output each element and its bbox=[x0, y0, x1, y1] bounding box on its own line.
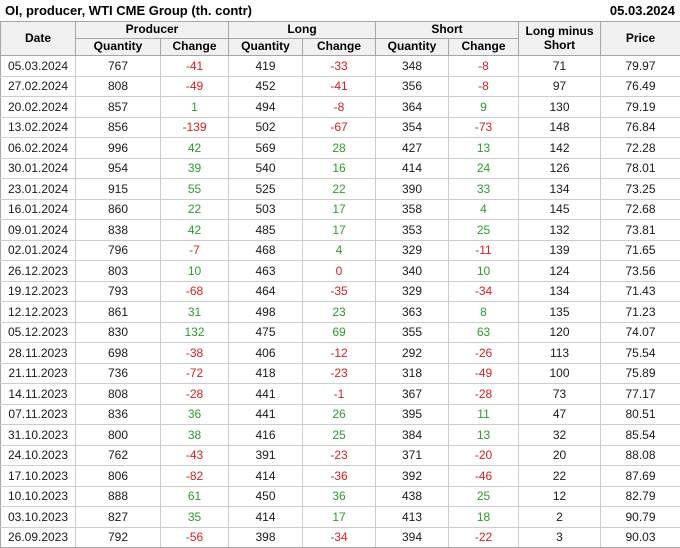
producer-quantity-cell: 800 bbox=[76, 425, 161, 446]
table-row bbox=[1, 363, 680, 384]
long-quantity-cell: 441 bbox=[229, 384, 303, 405]
table-row bbox=[1, 404, 680, 425]
short-quantity-cell: 292 bbox=[376, 343, 449, 364]
short-quantity-cell: 363 bbox=[376, 302, 449, 323]
date-cell: 09.01.2024 bbox=[1, 220, 76, 241]
long-change-cell: 69 bbox=[303, 322, 376, 343]
table-row bbox=[1, 117, 680, 138]
long-quantity-cell: 398 bbox=[229, 527, 303, 548]
long-change-cell: 16 bbox=[303, 158, 376, 179]
long-minus-short-cell: 132 bbox=[519, 220, 601, 241]
table-row bbox=[1, 322, 680, 343]
long-minus-short-cell: 126 bbox=[519, 158, 601, 179]
producer-quantity-cell: 860 bbox=[76, 199, 161, 220]
short-change-cell: 10 bbox=[449, 261, 519, 282]
long-change-cell: 28 bbox=[303, 138, 376, 159]
short-change-cell: -34 bbox=[449, 281, 519, 302]
table-row bbox=[1, 76, 680, 97]
producer-quantity-cell: 861 bbox=[76, 302, 161, 323]
producer-change-cell: 35 bbox=[161, 507, 229, 528]
producer-change-cell: 36 bbox=[161, 404, 229, 425]
table-row bbox=[1, 56, 680, 77]
long-quantity-cell: 502 bbox=[229, 117, 303, 138]
date-cell: 07.11.2023 bbox=[1, 404, 76, 425]
long-change-cell: 4 bbox=[303, 240, 376, 261]
price-cell: 75.54 bbox=[601, 343, 680, 364]
date-cell: 26.12.2023 bbox=[1, 261, 76, 282]
header-date: Date bbox=[1, 22, 76, 56]
price-cell: 75.89 bbox=[601, 363, 680, 384]
short-change-cell: 8 bbox=[449, 302, 519, 323]
long-quantity-cell: 525 bbox=[229, 179, 303, 200]
long-minus-short-cell: 20 bbox=[519, 445, 601, 466]
long-minus-short-cell: 47 bbox=[519, 404, 601, 425]
date-cell: 14.11.2023 bbox=[1, 384, 76, 405]
price-cell: 71.65 bbox=[601, 240, 680, 261]
producer-change-cell: -41 bbox=[161, 56, 229, 77]
price-cell: 79.19 bbox=[601, 97, 680, 118]
short-change-cell: -46 bbox=[449, 466, 519, 487]
date-cell: 12.12.2023 bbox=[1, 302, 76, 323]
long-quantity-cell: 450 bbox=[229, 486, 303, 507]
price-cell: 71.43 bbox=[601, 281, 680, 302]
long-change-cell: 17 bbox=[303, 199, 376, 220]
date-cell: 10.10.2023 bbox=[1, 486, 76, 507]
producer-quantity-cell: 836 bbox=[76, 404, 161, 425]
long-quantity-cell: 475 bbox=[229, 322, 303, 343]
producer-change-cell: -68 bbox=[161, 281, 229, 302]
producer-change-cell: 31 bbox=[161, 302, 229, 323]
producer-change-cell: -49 bbox=[161, 76, 229, 97]
table-row bbox=[1, 486, 680, 507]
long-quantity-cell: 418 bbox=[229, 363, 303, 384]
long-change-cell: -33 bbox=[303, 56, 376, 77]
short-quantity-cell: 384 bbox=[376, 425, 449, 446]
producer-change-cell: -139 bbox=[161, 117, 229, 138]
long-change-cell: 23 bbox=[303, 302, 376, 323]
long-quantity-cell: 391 bbox=[229, 445, 303, 466]
long-minus-short-cell: 2 bbox=[519, 507, 601, 528]
producer-quantity-cell: 792 bbox=[76, 527, 161, 548]
price-cell: 90.03 bbox=[601, 527, 680, 548]
long-quantity-cell: 406 bbox=[229, 343, 303, 364]
header-producer-quantity: Quantity bbox=[76, 39, 161, 56]
short-quantity-cell: 390 bbox=[376, 179, 449, 200]
date-cell: 28.11.2023 bbox=[1, 343, 76, 364]
producer-quantity-cell: 736 bbox=[76, 363, 161, 384]
producer-quantity-cell: 767 bbox=[76, 56, 161, 77]
short-quantity-cell: 356 bbox=[376, 76, 449, 97]
long-minus-short-cell: 113 bbox=[519, 343, 601, 364]
short-change-cell: 9 bbox=[449, 97, 519, 118]
price-cell: 79.97 bbox=[601, 56, 680, 77]
producer-quantity-cell: 803 bbox=[76, 261, 161, 282]
producer-quantity-cell: 857 bbox=[76, 97, 161, 118]
producer-change-cell: 132 bbox=[161, 322, 229, 343]
price-cell: 76.49 bbox=[601, 76, 680, 97]
long-quantity-cell: 414 bbox=[229, 507, 303, 528]
producer-change-cell: 42 bbox=[161, 220, 229, 241]
short-quantity-cell: 413 bbox=[376, 507, 449, 528]
table-header bbox=[1, 22, 680, 56]
producer-change-cell: -43 bbox=[161, 445, 229, 466]
date-cell: 27.02.2024 bbox=[1, 76, 76, 97]
table-row bbox=[1, 97, 680, 118]
long-minus-short-cell: 148 bbox=[519, 117, 601, 138]
short-change-cell: -22 bbox=[449, 527, 519, 548]
short-change-cell: -73 bbox=[449, 117, 519, 138]
date-cell: 19.12.2023 bbox=[1, 281, 76, 302]
long-minus-short-cell: 97 bbox=[519, 76, 601, 97]
title-bar bbox=[0, 0, 680, 21]
short-change-cell: 11 bbox=[449, 404, 519, 425]
table-row bbox=[1, 158, 680, 179]
short-quantity-cell: 414 bbox=[376, 158, 449, 179]
table-row bbox=[1, 240, 680, 261]
price-cell: 77.17 bbox=[601, 384, 680, 405]
price-cell: 82.79 bbox=[601, 486, 680, 507]
long-change-cell: 25 bbox=[303, 425, 376, 446]
long-quantity-cell: 463 bbox=[229, 261, 303, 282]
short-quantity-cell: 348 bbox=[376, 56, 449, 77]
producer-change-cell: -72 bbox=[161, 363, 229, 384]
oi-producer-table bbox=[0, 21, 680, 548]
producer-change-cell: 1 bbox=[161, 97, 229, 118]
short-quantity-cell: 355 bbox=[376, 322, 449, 343]
short-quantity-cell: 329 bbox=[376, 240, 449, 261]
date-cell: 13.02.2024 bbox=[1, 117, 76, 138]
producer-quantity-cell: 796 bbox=[76, 240, 161, 261]
date-cell: 30.01.2024 bbox=[1, 158, 76, 179]
date-cell: 17.10.2023 bbox=[1, 466, 76, 487]
short-quantity-cell: 358 bbox=[376, 199, 449, 220]
long-change-cell: 17 bbox=[303, 507, 376, 528]
producer-change-cell: 39 bbox=[161, 158, 229, 179]
short-change-cell: -49 bbox=[449, 363, 519, 384]
long-quantity-cell: 464 bbox=[229, 281, 303, 302]
short-change-cell: 13 bbox=[449, 138, 519, 159]
short-change-cell: 25 bbox=[449, 220, 519, 241]
producer-change-cell: 22 bbox=[161, 199, 229, 220]
long-change-cell: -23 bbox=[303, 363, 376, 384]
long-minus-short-cell: 134 bbox=[519, 281, 601, 302]
short-quantity-cell: 427 bbox=[376, 138, 449, 159]
producer-quantity-cell: 954 bbox=[76, 158, 161, 179]
long-minus-short-cell: 100 bbox=[519, 363, 601, 384]
price-cell: 73.25 bbox=[601, 179, 680, 200]
date-cell: 16.01.2024 bbox=[1, 199, 76, 220]
table-row bbox=[1, 527, 680, 548]
short-change-cell: 18 bbox=[449, 507, 519, 528]
short-quantity-cell: 353 bbox=[376, 220, 449, 241]
long-minus-short-cell: 139 bbox=[519, 240, 601, 261]
table-row bbox=[1, 220, 680, 241]
long-quantity-cell: 498 bbox=[229, 302, 303, 323]
producer-change-cell: 10 bbox=[161, 261, 229, 282]
short-change-cell: 24 bbox=[449, 158, 519, 179]
short-change-cell: 33 bbox=[449, 179, 519, 200]
producer-change-cell: -7 bbox=[161, 240, 229, 261]
long-minus-short-cell: 71 bbox=[519, 56, 601, 77]
long-quantity-cell: 503 bbox=[229, 199, 303, 220]
header-producer-change: Change bbox=[161, 39, 229, 56]
long-change-cell: 22 bbox=[303, 179, 376, 200]
short-quantity-cell: 392 bbox=[376, 466, 449, 487]
price-cell: 78.01 bbox=[601, 158, 680, 179]
date-cell: 31.10.2023 bbox=[1, 425, 76, 446]
long-change-cell: -8 bbox=[303, 97, 376, 118]
date-cell: 24.10.2023 bbox=[1, 445, 76, 466]
short-quantity-cell: 364 bbox=[376, 97, 449, 118]
producer-change-cell: -56 bbox=[161, 527, 229, 548]
price-cell: 71.23 bbox=[601, 302, 680, 323]
table-row bbox=[1, 302, 680, 323]
long-quantity-cell: 540 bbox=[229, 158, 303, 179]
long-change-cell: -36 bbox=[303, 466, 376, 487]
long-quantity-cell: 441 bbox=[229, 404, 303, 425]
price-cell: 73.81 bbox=[601, 220, 680, 241]
header-group-producer: Producer bbox=[76, 22, 229, 39]
producer-quantity-cell: 888 bbox=[76, 486, 161, 507]
short-change-cell: -8 bbox=[449, 76, 519, 97]
short-quantity-cell: 354 bbox=[376, 117, 449, 138]
header-long-minus-short: Long minus Short bbox=[519, 22, 601, 56]
long-minus-short-cell: 120 bbox=[519, 322, 601, 343]
long-change-cell: -34 bbox=[303, 527, 376, 548]
long-change-cell: -1 bbox=[303, 384, 376, 405]
price-cell: 72.68 bbox=[601, 199, 680, 220]
table-row bbox=[1, 138, 680, 159]
header-long-change: Change bbox=[303, 39, 376, 56]
long-change-cell: -23 bbox=[303, 445, 376, 466]
short-change-cell: -26 bbox=[449, 343, 519, 364]
header-group-short: Short bbox=[376, 22, 519, 39]
table-body bbox=[1, 56, 680, 548]
long-change-cell: 36 bbox=[303, 486, 376, 507]
producer-change-cell: -28 bbox=[161, 384, 229, 405]
long-quantity-cell: 419 bbox=[229, 56, 303, 77]
header-group-long: Long bbox=[229, 22, 376, 39]
long-minus-short-cell: 22 bbox=[519, 466, 601, 487]
short-change-cell: 13 bbox=[449, 425, 519, 446]
price-cell: 74.07 bbox=[601, 322, 680, 343]
table-row bbox=[1, 425, 680, 446]
header-short-quantity: Quantity bbox=[376, 39, 449, 56]
short-change-cell: -8 bbox=[449, 56, 519, 77]
short-quantity-cell: 367 bbox=[376, 384, 449, 405]
long-change-cell: -12 bbox=[303, 343, 376, 364]
short-quantity-cell: 340 bbox=[376, 261, 449, 282]
short-quantity-cell: 318 bbox=[376, 363, 449, 384]
long-minus-short-cell: 3 bbox=[519, 527, 601, 548]
short-change-cell: 63 bbox=[449, 322, 519, 343]
price-cell: 76.84 bbox=[601, 117, 680, 138]
long-change-cell: 26 bbox=[303, 404, 376, 425]
date-cell: 20.02.2024 bbox=[1, 97, 76, 118]
short-quantity-cell: 371 bbox=[376, 445, 449, 466]
long-change-cell: 0 bbox=[303, 261, 376, 282]
producer-quantity-cell: 793 bbox=[76, 281, 161, 302]
price-cell: 85.54 bbox=[601, 425, 680, 446]
short-change-cell: -20 bbox=[449, 445, 519, 466]
short-quantity-cell: 394 bbox=[376, 527, 449, 548]
short-change-cell: 4 bbox=[449, 199, 519, 220]
date-cell: 02.01.2024 bbox=[1, 240, 76, 261]
long-change-cell: -35 bbox=[303, 281, 376, 302]
date-cell: 21.11.2023 bbox=[1, 363, 76, 384]
long-quantity-cell: 416 bbox=[229, 425, 303, 446]
date-cell: 26.09.2023 bbox=[1, 527, 76, 548]
date-cell: 05.12.2023 bbox=[1, 322, 76, 343]
long-quantity-cell: 452 bbox=[229, 76, 303, 97]
long-change-cell: 17 bbox=[303, 220, 376, 241]
long-minus-short-cell: 32 bbox=[519, 425, 601, 446]
price-cell: 87.69 bbox=[601, 466, 680, 487]
producer-quantity-cell: 856 bbox=[76, 117, 161, 138]
header-long-quantity: Quantity bbox=[229, 39, 303, 56]
price-cell: 72.28 bbox=[601, 138, 680, 159]
table-row bbox=[1, 343, 680, 364]
price-cell: 73.56 bbox=[601, 261, 680, 282]
producer-quantity-cell: 808 bbox=[76, 384, 161, 405]
table-row bbox=[1, 466, 680, 487]
long-minus-short-cell: 142 bbox=[519, 138, 601, 159]
price-cell: 88.08 bbox=[601, 445, 680, 466]
producer-change-cell: 61 bbox=[161, 486, 229, 507]
table-row bbox=[1, 281, 680, 302]
producer-change-cell: -82 bbox=[161, 466, 229, 487]
producer-quantity-cell: 838 bbox=[76, 220, 161, 241]
long-minus-short-cell: 135 bbox=[519, 302, 601, 323]
producer-change-cell: 42 bbox=[161, 138, 229, 159]
producer-change-cell: -38 bbox=[161, 343, 229, 364]
header-price: Price bbox=[601, 22, 680, 56]
producer-quantity-cell: 698 bbox=[76, 343, 161, 364]
short-quantity-cell: 438 bbox=[376, 486, 449, 507]
price-cell: 80.51 bbox=[601, 404, 680, 425]
producer-quantity-cell: 808 bbox=[76, 76, 161, 97]
header-short-change: Change bbox=[449, 39, 519, 56]
long-change-cell: -41 bbox=[303, 76, 376, 97]
report-date: 05.03.2024 bbox=[609, 3, 675, 19]
long-quantity-cell: 414 bbox=[229, 466, 303, 487]
table-row bbox=[1, 507, 680, 528]
producer-quantity-cell: 827 bbox=[76, 507, 161, 528]
date-cell: 23.01.2024 bbox=[1, 179, 76, 200]
long-quantity-cell: 468 bbox=[229, 240, 303, 261]
producer-quantity-cell: 830 bbox=[76, 322, 161, 343]
producer-quantity-cell: 996 bbox=[76, 138, 161, 159]
date-cell: 03.10.2023 bbox=[1, 507, 76, 528]
long-quantity-cell: 485 bbox=[229, 220, 303, 241]
long-minus-short-cell: 134 bbox=[519, 179, 601, 200]
table-row bbox=[1, 199, 680, 220]
page-title: OI, producer, WTI CME Group (th. contr) bbox=[5, 3, 252, 19]
short-quantity-cell: 329 bbox=[376, 281, 449, 302]
producer-change-cell: 38 bbox=[161, 425, 229, 446]
short-quantity-cell: 395 bbox=[376, 404, 449, 425]
long-minus-short-cell: 124 bbox=[519, 261, 601, 282]
producer-change-cell: 55 bbox=[161, 179, 229, 200]
table-row bbox=[1, 179, 680, 200]
producer-quantity-cell: 762 bbox=[76, 445, 161, 466]
table-row bbox=[1, 384, 680, 405]
table-row bbox=[1, 261, 680, 282]
long-minus-short-cell: 130 bbox=[519, 97, 601, 118]
short-change-cell: -11 bbox=[449, 240, 519, 261]
date-cell: 05.03.2024 bbox=[1, 56, 76, 77]
long-minus-short-cell: 145 bbox=[519, 199, 601, 220]
long-quantity-cell: 494 bbox=[229, 97, 303, 118]
table-row bbox=[1, 445, 680, 466]
long-minus-short-cell: 73 bbox=[519, 384, 601, 405]
producer-quantity-cell: 806 bbox=[76, 466, 161, 487]
long-quantity-cell: 569 bbox=[229, 138, 303, 159]
producer-quantity-cell: 915 bbox=[76, 179, 161, 200]
long-minus-short-cell: 12 bbox=[519, 486, 601, 507]
long-change-cell: -67 bbox=[303, 117, 376, 138]
price-cell: 90.79 bbox=[601, 507, 680, 528]
short-change-cell: -28 bbox=[449, 384, 519, 405]
date-cell: 06.02.2024 bbox=[1, 138, 76, 159]
short-change-cell: 25 bbox=[449, 486, 519, 507]
